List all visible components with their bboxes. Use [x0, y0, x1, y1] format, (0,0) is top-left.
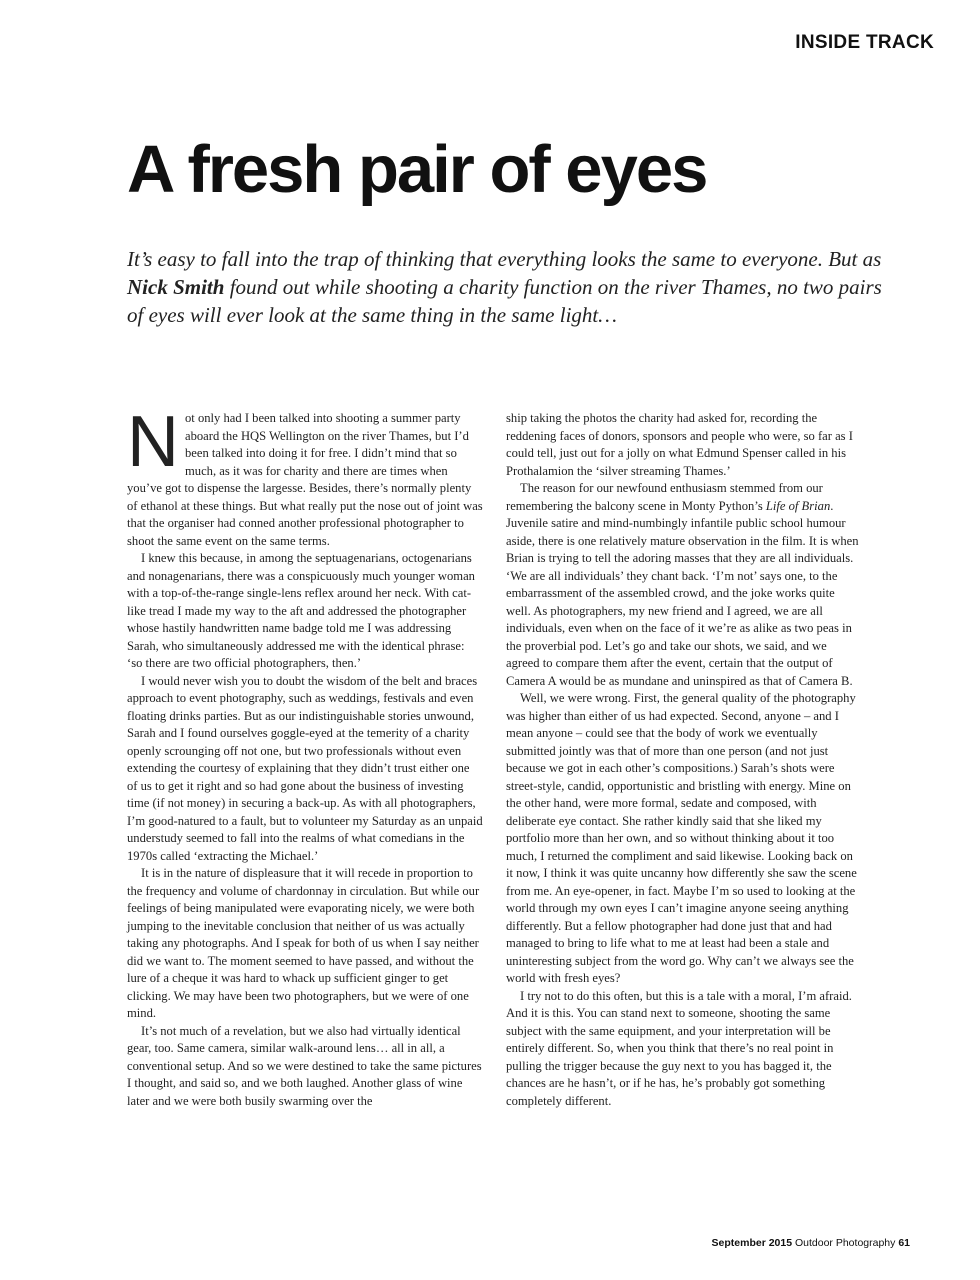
body-paragraph: I try not to do this often, but this is a tale with a moral, I’m afraid. And it is this. You can stand next to someone, shooting the same subject with the same equipment, and your interpretation will be entirely different. So, when you think that there’s no real point in pulling the trigger because the guy next to you has bagged it, the chances are he hasn’t, or if he has, he’s probably got something completely different.	[506, 988, 852, 1108]
standfirst-text-end: found out while shooting a charity function on the river Thames, no two pairs of eyes will ever look at the same thing in the same light…	[127, 275, 882, 327]
footer-date: September 2015	[711, 1237, 793, 1249]
body-paragraph: It’s not much of a revelation, but we also had virtually identical gear, too. Same camera, similar walk-around lens… all in all, a conventional setup. And so we were destined to take the same pictures I thought, and said so, and we both laughed. Another glass of wine later and we were both busily swarming over the	[127, 1023, 482, 1108]
body-paragraph: ship taking the photos the charity had asked for, recording the reddening faces of donors, sponsors and people who were, so far as I could tell, just out for a jolly on what Edmund Spenser called in his Prothalamion the ‘silver streaming Thames.’	[506, 411, 853, 478]
footer-publication: Outdoor Photography	[794, 1237, 896, 1249]
body-paragraph	[506, 480, 862, 690]
drop-cap: N	[127, 402, 179, 482]
article-headline: A fresh pair of eyes	[127, 132, 707, 207]
standfirst-text: It’s easy to fall into the trap of thinking that everything looks the same to everyone. But as	[127, 247, 882, 271]
page-number: 61	[898, 1237, 910, 1249]
author-name: Nick Smith	[127, 275, 225, 299]
body-paragraph: It is in the nature of displeasure that it will recede in proportion to the frequency and volume of chardonnay in circulation. But while our feelings of being manipulated were evaporating nicely, we were both jumping to the inevitable conclusion that neither of us was actually taking any photographs. And I speak for both of us when I say neither did we want to. The moment seemed to have passed, and without the lure of a cheque it was hard to whack up sufficient ginger to get clicking. We may have been two photographers, but we were of one mind.	[127, 866, 480, 1020]
section-label: INSIDE TRACK	[795, 32, 934, 53]
film-title: Life of Brian	[765, 498, 831, 513]
body-paragraph: I knew this because, in among the septuagenarians, octogenarians and nonagenarians, there was a conspicuously much younger woman with a top-of-the-range single-lens reflex around her neck. With cat-like tread I made my way to the aft and addressed the photographer whose hastily handwritten name badge told me I was addressing Sarah, who simultaneously addressed me with the identical phrase: ‘so there are two official photographers, then.’	[127, 551, 475, 670]
page-footer	[712, 1237, 910, 1249]
body-paragraph	[127, 402, 483, 550]
article-column-left	[127, 402, 483, 1110]
paragraph-text: ot only had I been talked into shooting a summer party aboard the HQS Wellington on the river Thames, but I’d been talked into doing it for free. I didn’t mind that so much, as it was for charity and there are times when you’ve got to dispense the largesse. Besides, there’s normally plenty of ethanol at these things. But what really put the nose out of joint was that the organiser had conned another professional photographer to shoot the same event on the same terms.	[127, 411, 483, 548]
body-paragraph: I would never wish you to doubt the wisdom of the belt and braces approach to event photography, such as weddings, festivals and even floating drinks parties. But as our indistinguishable stories unwound, Sarah and I found ourselves goggle-eyed at the temerity of a charity openly scrounging off not one, but two professionals without even extending the courtesy of explaining that they didn’t trust either one of us to get it right and so had gone about the business of investing time (if not money) in securing a back-up. As with all photographers, I’m good-natured to a fault, but to volunteer my Saturday as an unpaid understudy seemed to fall into the realms of what comedians in the 1970s called ‘extracting the Michael.’	[127, 673, 483, 863]
paragraph-text: The reason for our newfound enthusiasm stemmed from our remembering the balcony scene in Monty Python’s	[506, 481, 823, 513]
article-column-right	[506, 410, 862, 1110]
standfirst	[127, 245, 887, 329]
body-paragraph: Well, we were wrong. First, the general quality of the photography was higher than either of us had expected. Second, anyone – and I mean anyone – could see that the body of work we eventually submitted jointly was that of more than one person (and not just because we got in each other’s compositions.) Sarah’s shots were street-style, candid, opportunistic and bristling with energy. Mine on the other hand, were more formal, sedate and composed, with deliberate eye contact. She rather kindly said that she liked my portfolio more than her own, and so without thinking about it too much, I returned the compliment and said likewise. Looking back on it now, I think it was quite uncanny how differently she saw the scene from me. An eye-opener, in fact. Maybe I’m so used to looking at the world through my own eyes I can’t imagine anyone seeing anything differently. But a fellow photographer had done just that and had managed to bring to life what to me at least had been a stale and uninteresting subject from the word go. Why can’t we always see the world with fresh eyes?	[506, 691, 857, 985]
paragraph-text-end: . Juvenile satire and mind-numbingly infantile public school humour aside, there is one relatively mature observation in the film. It is when Brian is trying to tell the adoring masses that they are all individuals. ‘We are all individuals’ they chant back. ‘I’m not’ says one, to the embarrassment of the assembled crowd, and the joke works quite well. As photographers, my new friend and I agreed, we are all individuals, even when on the face of it we’re as alike as two peas in the proverbial pod. Let’s go and take our shots, we said, and we agreed to compare them after the event, certain that the output of Camera A would be as mundane and uninspired as that of Camera B.	[506, 498, 859, 688]
